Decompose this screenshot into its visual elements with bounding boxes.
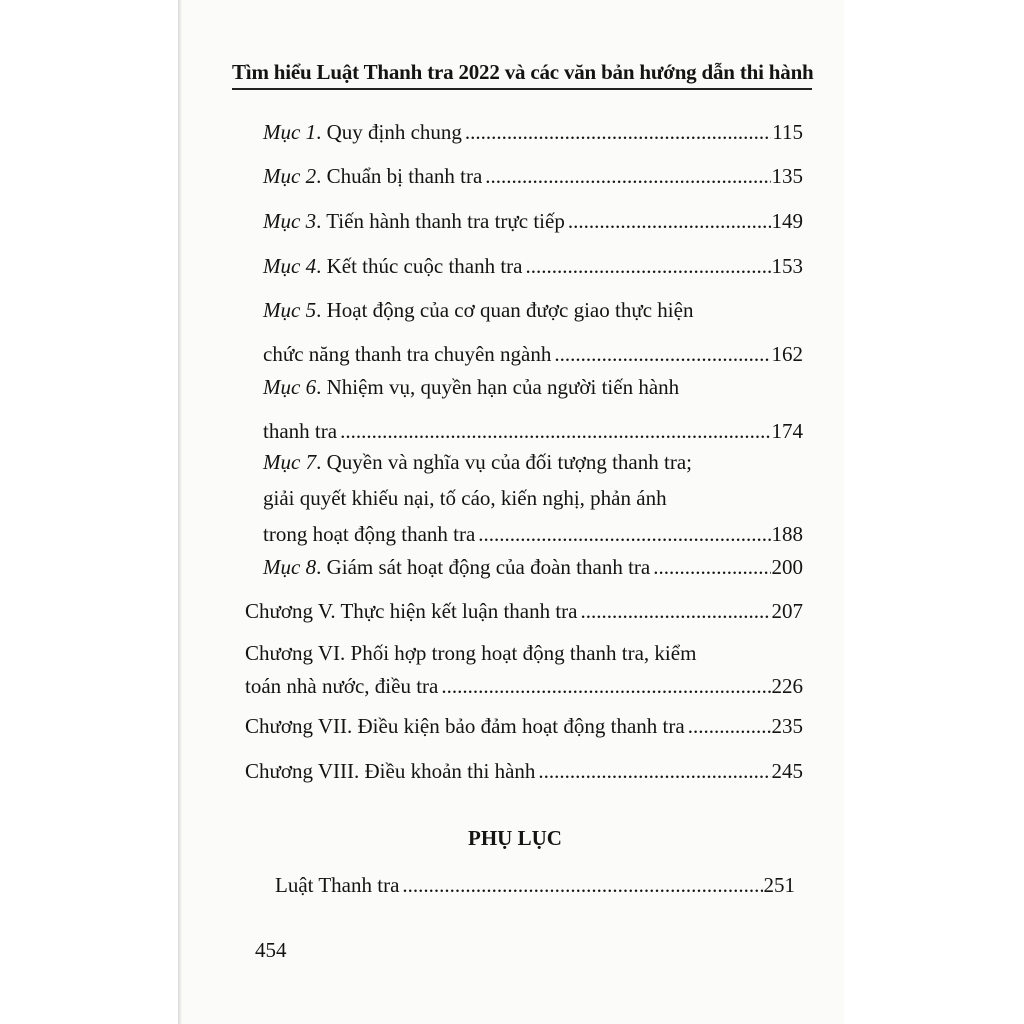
- toc-page: 115: [772, 120, 803, 144]
- leader-dots: [340, 417, 770, 445]
- toc-prefix: Mục 8: [263, 555, 317, 579]
- toc-entry-muc-2[interactable]: Mục 2. Chuẩn bị thanh tra ..... 135: [263, 162, 803, 190]
- leader-dots: [653, 553, 770, 581]
- toc-page: 174: [771, 419, 803, 443]
- toc-entry-muc-1[interactable]: Mục 1. Quy định chung ..... 115: [263, 118, 803, 146]
- leader-dots: [478, 520, 770, 548]
- toc-page: 135: [771, 164, 803, 188]
- toc-prefix: Mục 1: [263, 120, 317, 144]
- toc-text: Giám sát hoạt động của đoàn thanh tra: [326, 555, 651, 579]
- running-header: Tìm hiểu Luật Thanh tra 2022 và các văn bản hướng dẫn thi hành: [232, 60, 814, 84]
- toc-page: 188: [771, 522, 803, 546]
- toc-text: Kết thúc cuộc thanh tra: [326, 254, 523, 278]
- toc-text-line-2: thanh tra: [263, 419, 338, 443]
- toc-text-line-2: giải quyết khiếu nại, tố cáo, kiến nghị, phản ánh: [263, 486, 667, 510]
- toc-prefix: Mục 3: [263, 209, 317, 233]
- page-number: 454: [255, 938, 287, 962]
- toc-page: 162: [771, 342, 803, 366]
- toc-entry-chuong-6[interactable]: [245, 639, 803, 700]
- page-edge: [178, 0, 182, 1024]
- toc-prefix: Mục 6: [263, 375, 317, 399]
- toc-text: Chuẩn bị thanh tra: [326, 164, 483, 188]
- appendix-title: PHỤ LỤC: [468, 826, 562, 850]
- toc-text: Luật Thanh tra: [275, 873, 400, 897]
- toc-entry-muc-6[interactable]: Mục 6. Nhiệm vụ, quyền hạn của người tiến hành thanh tra ..... 174: [263, 373, 803, 445]
- toc-entry-muc-5[interactable]: Mục 5. Hoạt động của cơ quan được giao thực hiện chức năng thanh tra chuyên ngành ..... 162: [263, 296, 803, 368]
- toc-page: 251: [763, 873, 795, 897]
- toc-text: Tiến hành thanh tra trực tiếp: [326, 209, 565, 233]
- toc-text-line-2: chức năng thanh tra chuyên ngành: [263, 342, 552, 366]
- leader-dots: [441, 672, 770, 700]
- leader-dots: [485, 162, 770, 190]
- toc-text: Chương V. Thực hiện kết luận thanh tra: [245, 599, 578, 623]
- toc-entry-chuong-7[interactable]: [245, 712, 803, 740]
- toc-page: 226: [771, 674, 803, 698]
- toc-page: 245: [771, 759, 803, 783]
- toc-entry-chuong-8[interactable]: [245, 757, 803, 785]
- leader-dots: [554, 340, 770, 368]
- toc-text-line-1: Nhiệm vụ, quyền hạn của người tiến hành: [326, 375, 680, 399]
- toc-text-line-3: trong hoạt động thanh tra: [263, 522, 476, 546]
- toc-text: Chương VIII. Điều khoản thi hành: [245, 759, 536, 783]
- toc-page: 200: [771, 555, 803, 579]
- toc-text: Chương VII. Điều kiện bảo đảm hoạt động thanh tra: [245, 714, 685, 738]
- leader-dots: [526, 252, 771, 280]
- toc-entry-muc-7[interactable]: Mục 7. Quyền và nghĩa vụ của đối tượng thanh tra; giải quyết khiếu nại, tố cáo, kiến nghị, phản ánh trong hoạt động thanh tra ..... 188: [263, 448, 803, 548]
- toc-prefix: Mục 5: [263, 298, 317, 322]
- toc-text-line-2: toán nhà nước, điều tra: [245, 674, 439, 698]
- toc-page: 153: [771, 254, 803, 278]
- toc-entry-muc-8[interactable]: Mục 8. Giám sát hoạt động của đoàn thanh tra ..... 200: [263, 553, 803, 581]
- toc-page: 235: [771, 714, 803, 738]
- header-rule: [232, 88, 812, 90]
- toc-entry-muc-4[interactable]: Mục 4. Kết thúc cuộc thanh tra ..... 153: [263, 252, 803, 280]
- toc-text-line-1: Hoạt động của cơ quan được giao thực hiện: [326, 298, 694, 322]
- leader-dots: [402, 871, 762, 899]
- toc-prefix: Mục 4: [263, 254, 317, 278]
- toc-prefix: Mục 2: [263, 164, 317, 188]
- leader-dots: [465, 118, 771, 146]
- toc-entry-muc-3[interactable]: Mục 3. Tiến hành thanh tra trực tiếp ..... 149: [263, 207, 803, 235]
- toc-entry-luat-thanh-tra[interactable]: [275, 871, 795, 899]
- toc-page: 149: [771, 209, 803, 233]
- leader-dots: [538, 757, 770, 785]
- toc-text: Quy định chung: [326, 120, 462, 144]
- toc-entry-chuong-5[interactable]: [245, 597, 803, 625]
- toc-page: 207: [771, 599, 803, 623]
- toc-text-line-1: Chương VI. Phối hợp trong hoạt động thanh tra, kiểm: [245, 641, 697, 665]
- leader-dots: [568, 207, 771, 235]
- leader-dots: [581, 597, 771, 625]
- leader-dots: [688, 712, 771, 740]
- toc-prefix: Mục 7: [263, 450, 317, 474]
- toc-text-line-1: Quyền và nghĩa vụ của đối tượng thanh tra;: [326, 450, 692, 474]
